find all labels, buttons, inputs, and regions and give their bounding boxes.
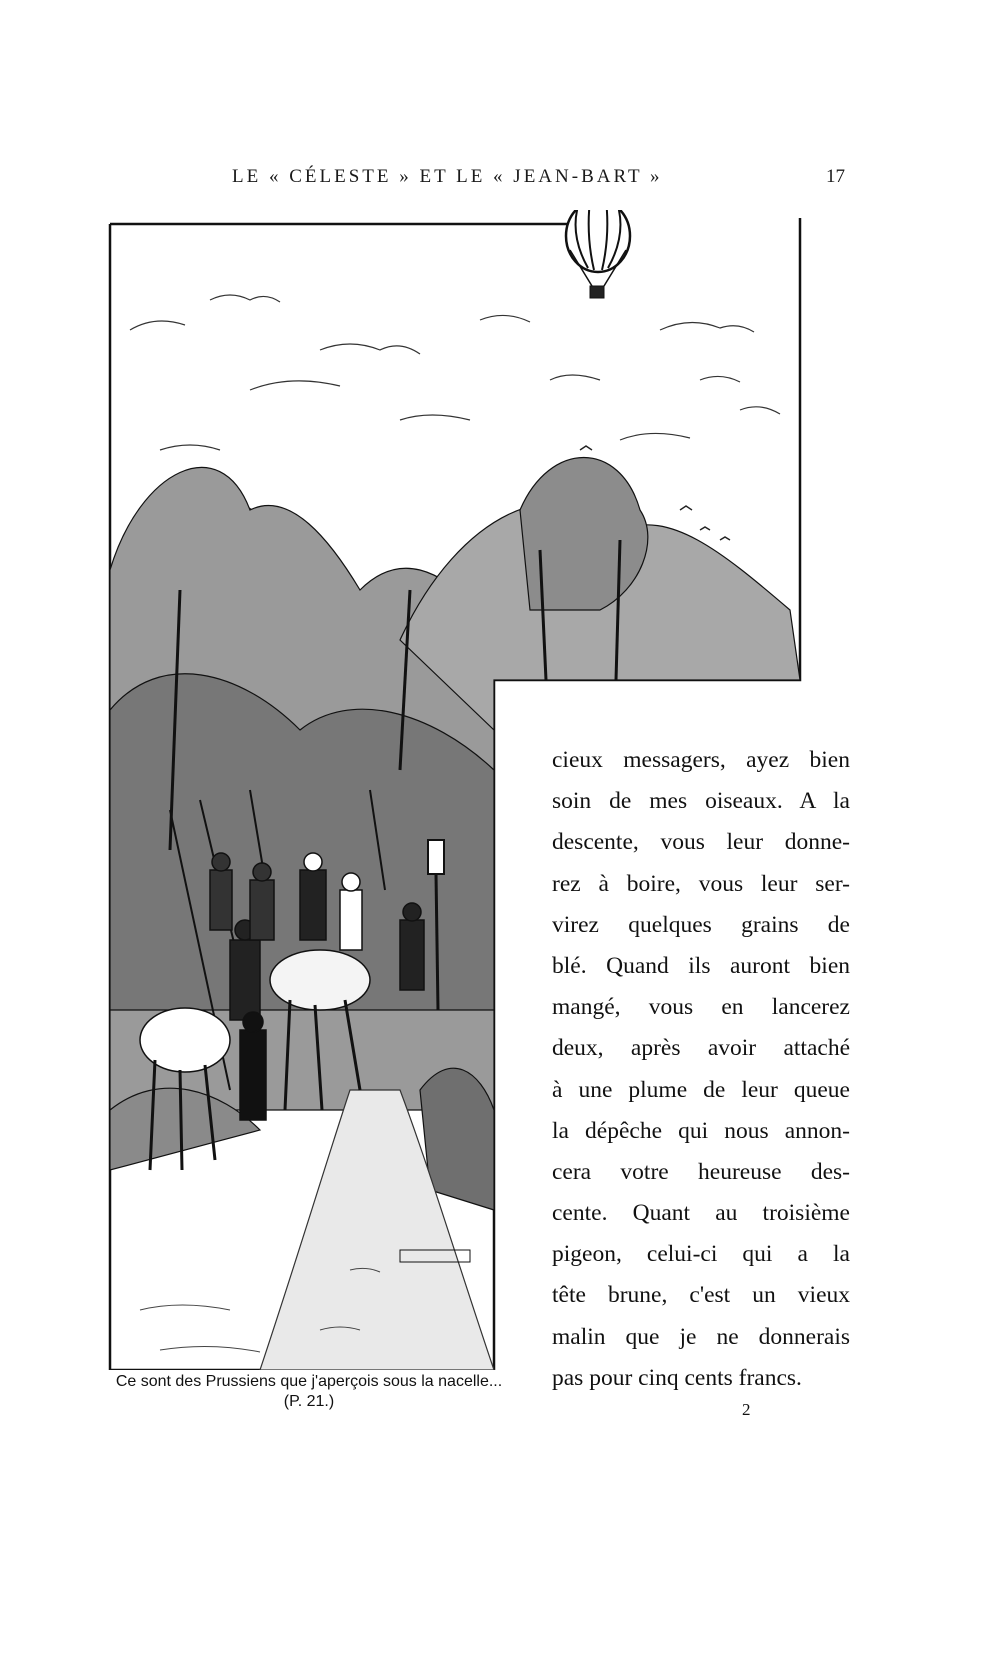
illustration-caption xyxy=(92,1372,526,1412)
page-number: 17 xyxy=(826,166,845,187)
caption-reference: (P. 21.) xyxy=(283,1393,335,1410)
body-line: tête brune, c'est un vieux xyxy=(552,1282,850,1309)
signature-mark: 2 xyxy=(742,1400,751,1419)
body-line: soin de mes oiseaux. A la xyxy=(552,788,850,815)
body-line: la dépêche qui nous annon- xyxy=(552,1117,850,1144)
body-line: cente. Quant au troisième xyxy=(552,1200,850,1227)
body-line: deux, après avoir attaché xyxy=(552,1035,850,1062)
caption-text: Ce sont des Prussiens que j'aperçois sous la nacelle... xyxy=(115,1373,503,1390)
body-line: cieux messagers, ayez bien xyxy=(552,747,850,773)
balloon-icon xyxy=(566,210,630,298)
body-line: pigeon, celui-ci qui a la xyxy=(552,1241,850,1268)
body-line: descente, vous leur donne- xyxy=(552,829,850,856)
body-line: virez quelques grains de xyxy=(552,911,850,938)
body-line: blé. Quand ils auront bien xyxy=(552,952,850,979)
body-line: mangé, vous en lancerez xyxy=(552,994,850,1021)
running-head: LE « CÉLESTE » ET LE « JEAN-BART » xyxy=(232,166,663,187)
sky-clouds xyxy=(130,295,780,450)
body-line: rez à boire, vous leur ser- xyxy=(552,870,850,897)
body-line: à une plume de leur queue xyxy=(552,1076,850,1103)
body-line: pas pour cinq cents francs. xyxy=(552,1364,802,1391)
body-line: malin que je ne donnerais xyxy=(552,1323,850,1350)
body-line: cera votre heureuse des- xyxy=(552,1158,850,1185)
body-text-column xyxy=(552,740,850,1399)
